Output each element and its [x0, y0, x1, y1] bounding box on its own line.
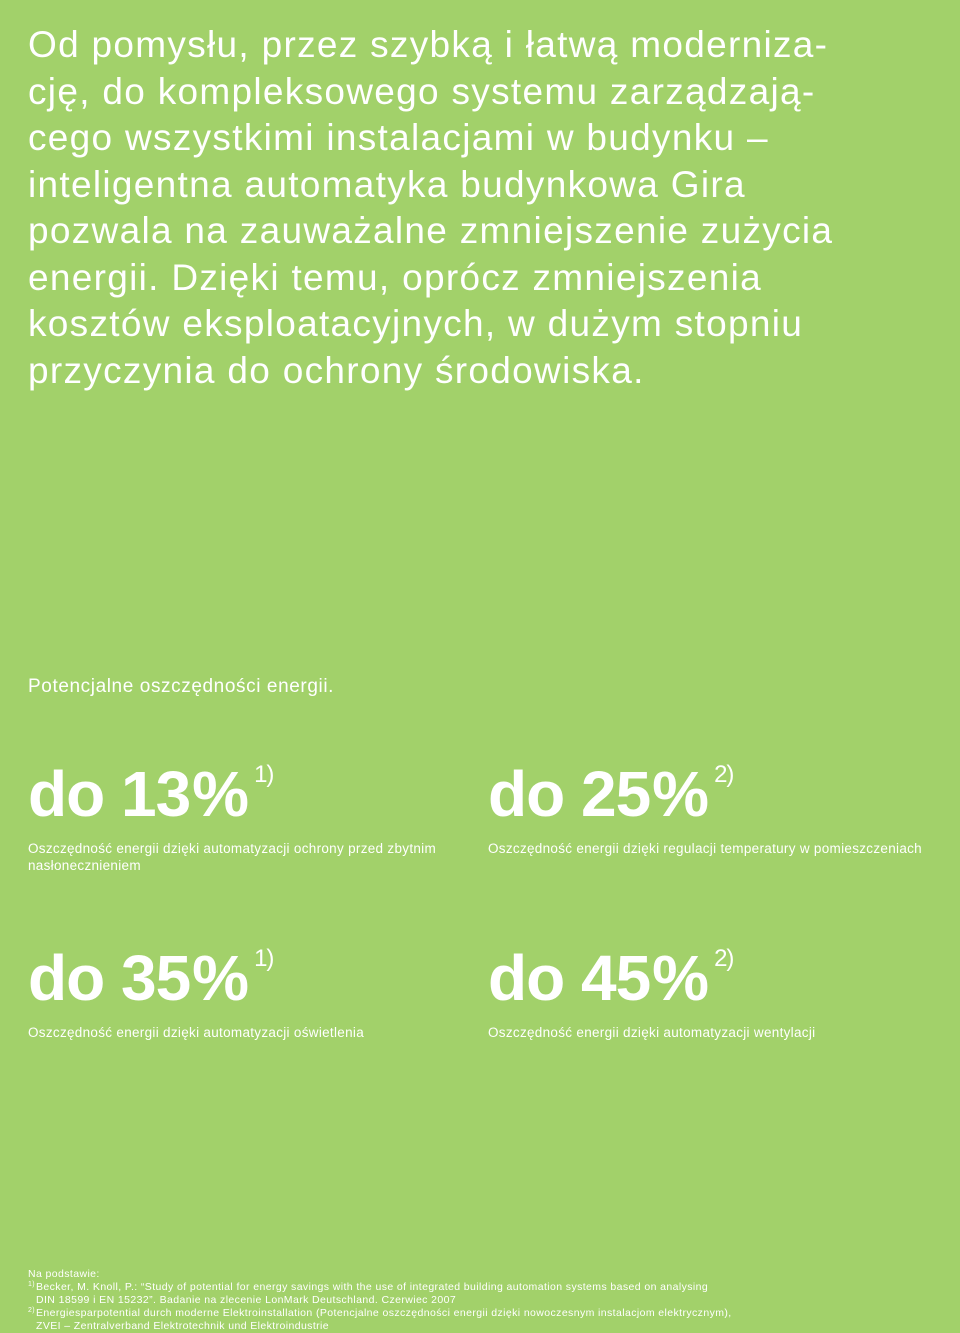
footnote [28, 1281, 928, 1294]
footnote [28, 1307, 928, 1320]
stat-reference: 1) [254, 945, 274, 972]
stat-value [28, 942, 468, 1014]
intro-line: pozwala na zauważalne zmniejszenie zużycia [28, 210, 834, 251]
intro-line: kosztów eksploatacyjnych, w dużym stopniu [28, 303, 804, 344]
stat-number: do 45 [488, 942, 651, 1014]
stat-heating [488, 758, 928, 857]
footnotes-heading: Na podstawie: [28, 1268, 100, 1280]
stat-number: do 35 [28, 942, 191, 1014]
stat-reference: 2) [714, 945, 734, 972]
stat-value [488, 942, 928, 1014]
stat-number: do 25 [488, 758, 651, 830]
footnote-number: 1) [28, 1281, 36, 1288]
stat-description: Oszczędność energii dzięki automatyzacji ochrony przed zbytnim nasłonecznieniem [28, 841, 437, 873]
stat-lighting [28, 942, 468, 1041]
stat-unit: % [192, 758, 249, 830]
footnote-continuation: DIN 18599 i EN 15232”. Badanie na zlecenie LonMark Deutschland. Czerwiec 2007 [36, 1294, 457, 1306]
stat-unit: % [652, 758, 709, 830]
intro-line: inteligentna automatyka budynkowa Gira [28, 163, 746, 205]
intro-line: energii. Dzięki temu, oprócz zmniejszenia [28, 256, 762, 298]
stat-value [28, 758, 468, 830]
footnote-text: Energiesparpotential durch moderne Elektroinstallation (Potencjalne oszczędności energii dzięki nowoczesnym instalacjom elektrycznym), [36, 1307, 732, 1319]
intro-line: Od pomysłu, przez szybką i łatwą moderniza- [28, 24, 829, 65]
stat-number: do 13 [28, 758, 191, 830]
footnote-continuation: ZVEI – Zentralverband Elektrotechnik und Elektroindustrie [36, 1320, 330, 1332]
stat-description: Oszczędność energii dzięki automatyzacji oświetlenia [28, 1025, 365, 1040]
intro-line: cego wszystkimi instalacjami w budynku – [28, 117, 769, 158]
stat-unit: % [192, 942, 249, 1014]
section-title: Potencjalne oszczędności energii. [28, 676, 335, 697]
stat-reference: 2) [714, 761, 734, 788]
stat-unit: % [652, 942, 709, 1014]
intro-line: cję, do kompleksowego systemu zarządzają- [28, 70, 816, 112]
stat-description: Oszczędność energii dzięki automatyzacji wentylacji [488, 1025, 816, 1040]
stat-ventilation [488, 942, 928, 1041]
stat-value [488, 758, 928, 830]
stat-description: Oszczędność energii dzięki regulacji temperatury w pomieszczeniach [488, 841, 922, 856]
stat-shading [28, 758, 468, 874]
footnote-text: Becker, M. Knoll, P.: “Study of potential for energy savings with the use of integrated building automation systems based on analysing [36, 1281, 709, 1293]
intro-paragraph [28, 22, 888, 394]
footnotes [28, 1268, 928, 1333]
stat-reference: 1) [254, 761, 274, 788]
footnote-number: 2) [28, 1307, 36, 1314]
intro-line: przyczynia do ochrony środowiska. [28, 349, 645, 391]
